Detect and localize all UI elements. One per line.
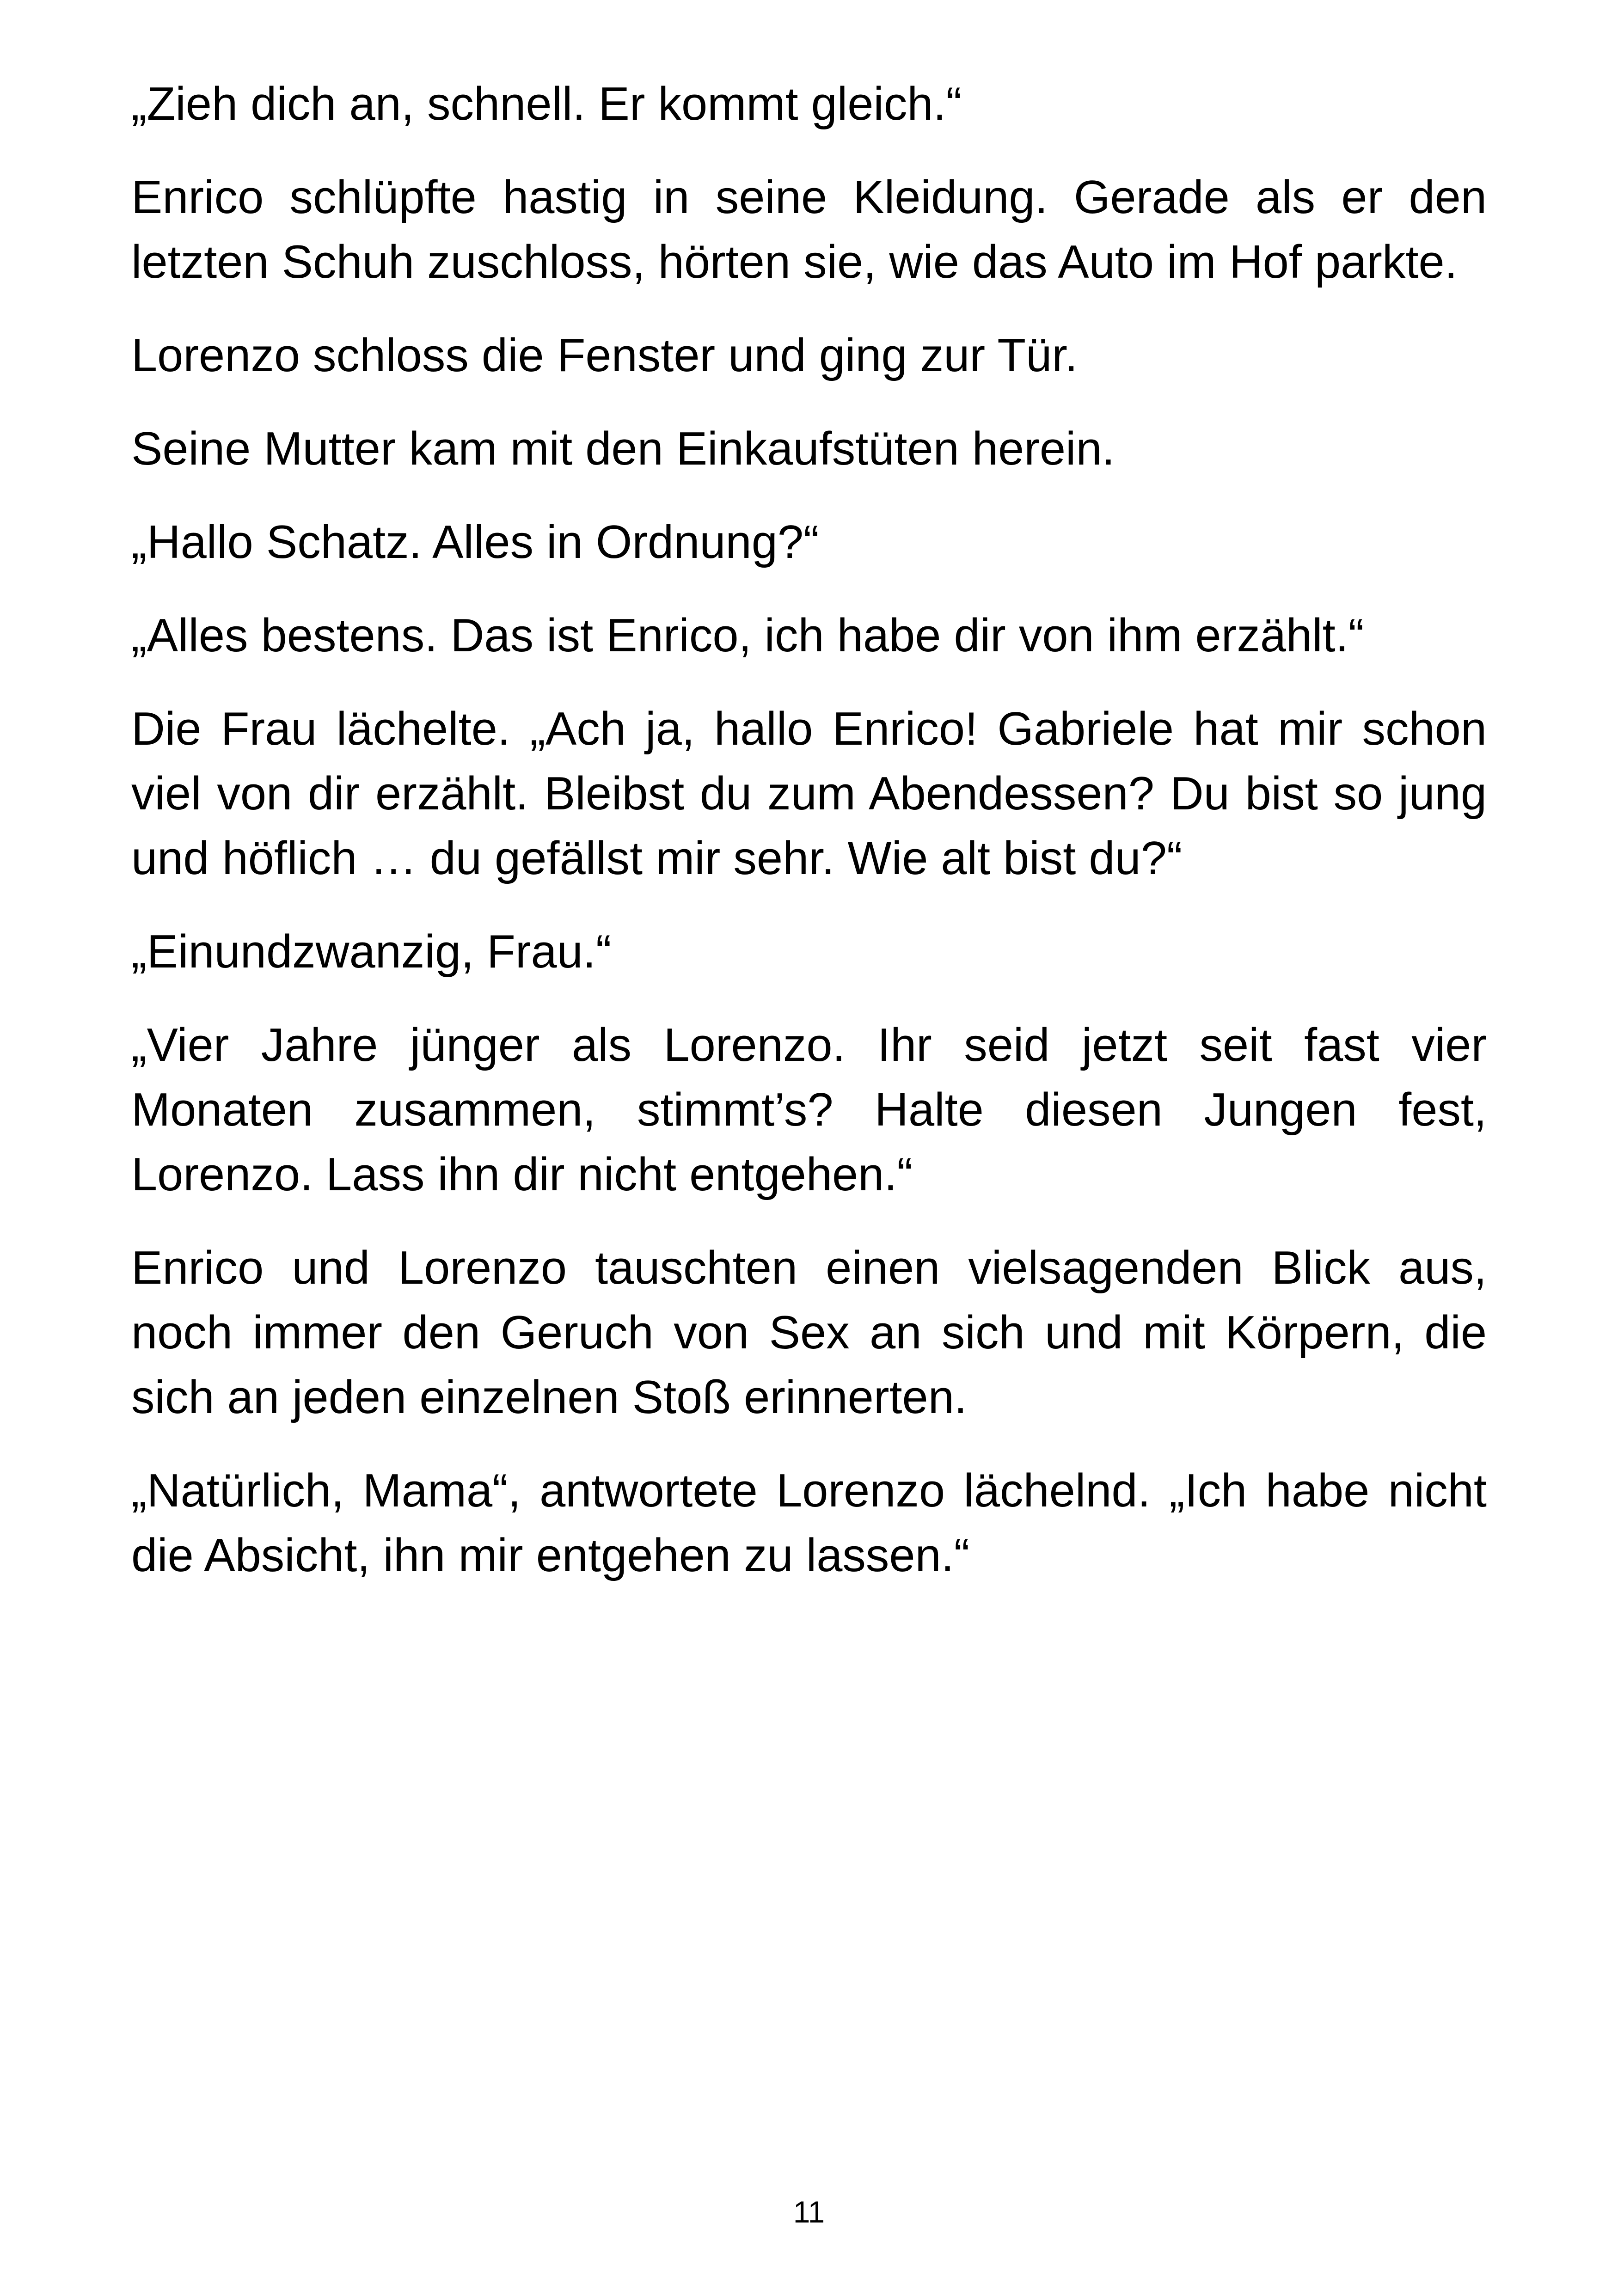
paragraph: „Einundzwanzig, Frau.“ <box>131 926 612 978</box>
paragraph: Enrico schlüpfte hastig in seine Kleidung. Gerade als er den letzten Schuh zuschloss, hörten sie, wie das Auto im Hof parkte. <box>131 171 1487 288</box>
paragraph: „Zieh dich an, schnell. Er kommt gleich.“ <box>131 78 962 130</box>
page-body <box>131 72 1487 1616</box>
paragraph: Lorenzo schloss die Fenster und ging zur Tür. <box>131 330 1078 381</box>
paragraph: „Vier Jahre jünger als Lorenzo. Ihr seid jetzt seit fast vier Monaten zusammen, stimmt’s? Halte diesen Jungen fest, Lorenzo. Lass ihn dir nicht entgehen.“ <box>131 1019 1487 1200</box>
page-number: 11 <box>793 2195 825 2229</box>
paragraph: „Hallo Schatz. Alles in Ordnung?“ <box>131 516 819 568</box>
paragraph: „Alles bestens. Das ist Enrico, ich habe dir von ihm erzählt.“ <box>131 610 1364 661</box>
paragraph: Die Frau lächelte. „Ach ja, hallo Enrico! Gabriele hat mir schon viel von dir erzählt. Bleibst du zum Abendessen? Du bist so jung und höflich … du gefällst mir sehr. Wie alt bist du?“ <box>131 703 1487 884</box>
paragraph: Seine Mutter kam mit den Einkaufstüten herein. <box>131 423 1115 475</box>
paragraph: Enrico und Lorenzo tauschten einen vielsagenden Blick aus, noch immer den Geruch von Sex an sich und mit Körpern, die sich an jeden einzelnen Stoß erinnerten. <box>131 1242 1487 1423</box>
paragraph: „Natürlich, Mama“, antwortete Lorenzo lächelnd. „Ich habe nicht die Absicht, ihn mir entgehen zu lassen.“ <box>131 1465 1487 1581</box>
